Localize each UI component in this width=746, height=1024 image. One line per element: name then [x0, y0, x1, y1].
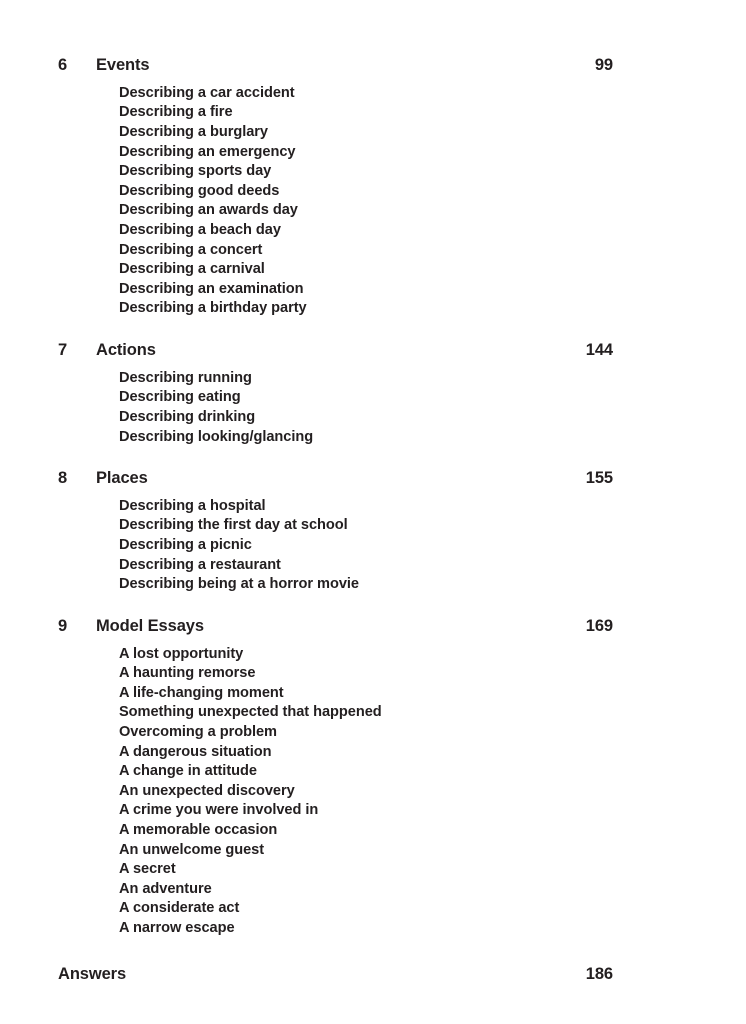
chapter-title: Model Essays — [96, 616, 204, 635]
chapter-entry-list — [58, 84, 613, 319]
toc-entry[interactable]: Describing a picnic — [119, 537, 252, 554]
toc-entry[interactable]: A considerate act — [119, 900, 240, 917]
chapter-number: 9 — [58, 616, 68, 635]
chapter-block — [58, 56, 613, 319]
chapter-page-number: 144 — [585, 340, 613, 359]
toc-entry[interactable]: Describing sports day — [119, 163, 272, 180]
toc-entry[interactable]: Describing an awards day — [119, 202, 298, 219]
toc-entry[interactable]: Something unexpected that happened — [119, 704, 382, 721]
toc-entry[interactable]: Describing eating — [119, 389, 241, 406]
chapter-entry-list — [58, 369, 613, 447]
chapter-block — [58, 341, 613, 447]
toc-entry[interactable]: Describing drinking — [119, 408, 256, 425]
toc-entry[interactable]: Describing an examination — [119, 280, 304, 297]
toc-entry[interactable]: Describing a carnival — [119, 261, 265, 278]
toc-entry[interactable]: An adventure — [119, 880, 212, 897]
toc-entry[interactable]: A secret — [119, 861, 176, 878]
toc-entry[interactable]: Overcoming a problem — [119, 724, 277, 741]
chapter-number: 7 — [58, 340, 68, 359]
toc-entry[interactable]: Describing the first day at school — [119, 517, 348, 534]
toc-entry[interactable]: Describing running — [119, 369, 252, 386]
toc-row-chapter-8[interactable] — [58, 469, 613, 489]
toc-entry[interactable]: A narrow escape — [119, 919, 235, 936]
toc-entry[interactable]: Describing good deeds — [119, 182, 280, 199]
toc-entry[interactable]: Describing a concert — [119, 241, 263, 258]
toc-entry[interactable]: Describing a car accident — [119, 84, 295, 101]
toc-entry[interactable]: Describing a birthday party — [119, 300, 307, 317]
toc-entry[interactable]: Describing a hospital — [119, 497, 266, 514]
chapter-block — [58, 617, 613, 939]
chapter-page-number: 169 — [585, 616, 613, 635]
chapter-page-number: 99 — [594, 56, 613, 74]
toc-entry[interactable]: An unexpected discovery — [119, 782, 295, 799]
toc-entry[interactable]: A crime you were involved in — [119, 802, 319, 819]
toc-entry[interactable]: Describing a burglary — [119, 123, 268, 140]
toc-list — [58, 56, 613, 984]
toc-row-chapter-7[interactable] — [58, 341, 613, 361]
toc-entry[interactable]: Describing an emergency — [119, 143, 296, 160]
toc-entry[interactable]: Describing being at a horror movie — [119, 576, 359, 593]
toc-entry[interactable]: A life-changing moment — [119, 684, 284, 701]
chapter-sections — [58, 56, 613, 939]
toc-entry[interactable]: Describing a restaurant — [119, 556, 281, 573]
chapter-number: 8 — [58, 469, 68, 488]
chapter-title: Events — [96, 56, 150, 74]
toc-entry[interactable]: A haunting remorse — [119, 665, 256, 682]
toc-entry[interactable]: A dangerous situation — [119, 743, 272, 760]
toc-row-chapter-9[interactable] — [58, 617, 613, 637]
toc-entry[interactable]: A memorable occasion — [119, 822, 278, 838]
toc-entry[interactable]: Describing looking/glancing — [119, 428, 314, 445]
chapter-title: Actions — [96, 340, 156, 359]
chapter-number: 6 — [58, 56, 68, 74]
chapter-entry-list — [58, 645, 613, 939]
toc-entry[interactable]: An unwelcome guest — [119, 841, 265, 858]
toc-row-answers[interactable] — [58, 965, 613, 984]
toc-row-chapter-6[interactable] — [58, 56, 613, 76]
chapter-page-number: 155 — [585, 469, 613, 488]
toc-entry[interactable]: Describing a beach day — [119, 221, 281, 238]
answers-title: Answers — [58, 964, 127, 983]
toc-entry[interactable]: A lost opportunity — [119, 645, 244, 662]
chapter-entry-list — [58, 497, 613, 595]
chapter-block — [58, 469, 613, 595]
answers-page-number: 186 — [585, 964, 613, 983]
toc-entry[interactable]: Describing a fire — [119, 104, 233, 121]
toc-entry[interactable]: A change in attitude — [119, 763, 257, 780]
chapter-title: Places — [96, 469, 148, 488]
